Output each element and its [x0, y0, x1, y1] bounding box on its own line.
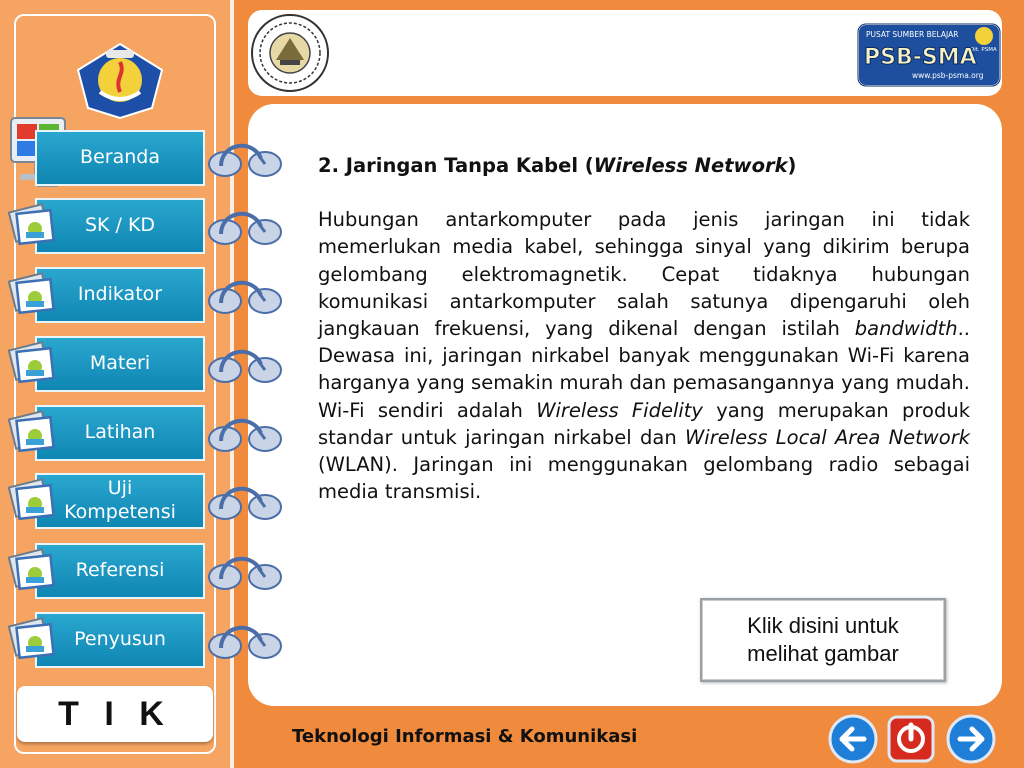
nav-label: Materi: [89, 352, 151, 375]
clip-icon: [205, 204, 285, 248]
clip-icon: [205, 342, 285, 386]
nav-label: Uji Kompetensi: [64, 477, 176, 523]
nav-label: Indikator: [77, 283, 163, 306]
footer-title: Teknologi Informasi & Komunikasi: [292, 726, 638, 747]
school-emblem-icon: [248, 12, 332, 94]
nav-label: Penyusun: [74, 628, 166, 651]
nav-label: Latihan: [84, 421, 156, 444]
exit-icon[interactable]: [886, 714, 936, 764]
section-paragraph: [318, 206, 970, 505]
nav-materi[interactable]: [35, 336, 205, 392]
svg-text:PUSAT SUMBER BELAJAR: PUSAT SUMBER BELAJAR: [866, 30, 959, 39]
picture-icon: [6, 409, 58, 455]
view-image-label: [747, 612, 899, 668]
view-image-label-line1: Klik disini untuk: [747, 613, 899, 638]
picture-icon: [6, 202, 58, 248]
picture-icon: [6, 340, 58, 386]
picture-icon: [6, 271, 58, 317]
clip-icon: [205, 618, 285, 662]
clip-icon: [205, 549, 285, 593]
forward-arrow-icon[interactable]: [946, 714, 996, 764]
subject-label: T I K: [17, 686, 213, 742]
picture-icon: [6, 547, 58, 593]
picture-icon: [6, 477, 58, 523]
view-image-label-line2: melihat gambar: [747, 641, 899, 666]
paragraph-text: .. Dewasa ini, jaringan nirkabel banyak menggunakan Wi-Fi karena harganya yang semakin murah dan pemasangannya yang mudah. Wi-Fi sendiri adalah: [318, 317, 970, 422]
paragraph-text: yang merupakan produk standar untuk jaringan nirkabel dan: [318, 398, 970, 449]
paragraph-italic-text: Wireless Local Area Network: [685, 425, 970, 449]
paragraph-italic-text: Wireless Fidelity: [536, 398, 703, 422]
heading-text: 2. Jaringan Tanpa Kabel (: [318, 154, 594, 177]
heading-text-end: ): [787, 154, 797, 177]
nav-penyusun[interactable]: [35, 612, 205, 668]
picture-icon: [6, 616, 58, 662]
ministry-logo: [70, 40, 170, 120]
nav-referensi[interactable]: [35, 543, 205, 599]
nav-beranda[interactable]: [35, 130, 205, 186]
nav-label: Beranda: [80, 146, 160, 169]
paragraph-text: (WLAN). Jaringan ini menggunakan gelombang radio sebagai media transmisi.: [318, 453, 970, 504]
nav-latihan[interactable]: [35, 405, 205, 461]
section-heading: [318, 152, 970, 179]
clip-icon: [205, 479, 285, 523]
nav-indikator[interactable]: [35, 267, 205, 323]
heading-italic-text: Wireless Network: [593, 154, 788, 177]
paragraph-text: Hubungan antarkomputer pada jenis jaringan ini tidak memerlukan media kabel, sehingga sinyal yang dikirim berupa gelombang elektromagnetik. Cepat tidaknya hubungan komunikasi antarkomputer salah satunya dipengaruhi oleh jangkauan frekuensi, yang dikenal dengan istilah: [318, 208, 970, 341]
content-body: [318, 152, 970, 505]
clip-icon: [205, 273, 285, 317]
nav-sk-kd[interactable]: [35, 198, 205, 254]
svg-text:www.psb-psma.org: www.psb-psma.org: [912, 71, 984, 80]
svg-text:PSB-SMA: PSB-SMA: [864, 45, 977, 70]
back-arrow-icon[interactable]: [828, 714, 878, 764]
nav-label: Referensi: [75, 559, 165, 582]
psb-sma-logo: [856, 20, 1002, 90]
paragraph-italic-text: bandwidth: [854, 317, 958, 341]
nav-label: SK / KD: [84, 214, 156, 237]
clip-icon: [205, 136, 285, 180]
nav-uji-kompetensi[interactable]: [35, 473, 205, 529]
clip-icon: [205, 411, 285, 455]
view-image-button[interactable]: [700, 598, 946, 682]
svg-text:Dit. PSMA: Dit. PSMA: [970, 47, 997, 53]
